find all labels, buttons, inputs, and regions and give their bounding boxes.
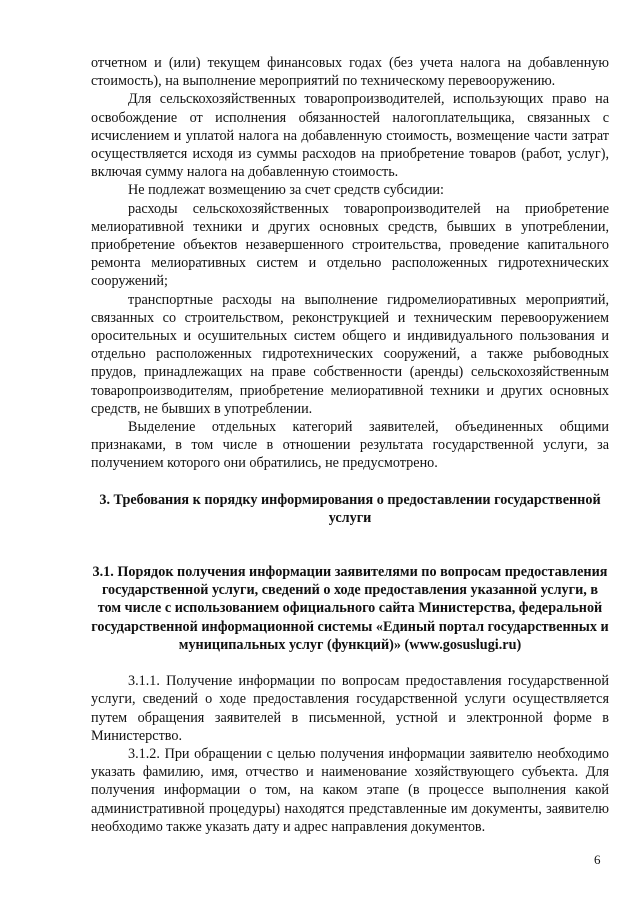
section-3-heading: 3. Требования к порядку информирования о предоставлении государственной услуги bbox=[99, 491, 601, 526]
paragraph-continuation: отчетном и (или) текущем финансовых годах (без учета налога на добавленную стоимость), на выполнение мероприятий по техническому перевооружению. bbox=[91, 55, 609, 90]
paragraph-applicant-categories: Выделение отдельных категорий заявителей, объединенных общими признаками, в том числе в отношении результата государственной услуги, за получением которого они обратились, не предусмотрено. bbox=[91, 419, 609, 472]
spacer bbox=[91, 654, 609, 672]
document-page bbox=[91, 54, 609, 836]
paragraph-transport-expenses: транспортные расходы на выполнение гидромелиоративных мероприятий, связанных со строительством, реконструкцией и техническим перевооружением оросительных и осушительных систем общего и индивидуального пользования и отдельно расположенных гидротехнических сооружений, а также рыбоводных прудов, принадлежащих на праве собственности (аренды) сельскохозяйственным товаропроизводителям, приобретение мелиоративной техники и других основных средств, не бывших в употреблении. bbox=[91, 291, 609, 417]
page-number: 6 bbox=[594, 852, 601, 867]
paragraph-expenses-used-equipment: расходы сельскохозяйственных товаропроизводителей на приобретение мелиоративной техники и других основных средств, бывших в употреблении, приобретение объектов незавершенного строительства, проведение капитального ремонта мелиоративных систем и отдельно расположенных гидротехнических сооружений; bbox=[91, 200, 609, 290]
section-3-1-heading: 3.1. Порядок получения информации заявителями по вопросам предоставления государственной услуги, сведений о ходе предоставления указанной услуги, в том числе с использованием официального сайта Министерства, федеральной государственной информационной системы «Единый портал государственных и муниципальных услуг (функций)» (www.gosuslugi.ru) bbox=[91, 564, 609, 653]
paragraph-not-reimbursed: Не подлежат возмещению за счет средств субсидии: bbox=[128, 182, 444, 199]
paragraph-3-1-2: 3.1.2. При обращении с целью получения информации заявителю необходимо указать фамилию, имя, отчество и наименование хозяйствующего субъекта. Для получения информации о том, на каком этапе (в процессе выполнения какой административной процедуры) находятся представленные им документы, заявителю необходимо также указать дату и адрес направления документов. bbox=[91, 745, 609, 835]
paragraph-vat-exempt: Для сельскохозяйственных товаропроизводителей, использующих право на освобождение от исполнения обязанностей налогоплательщика, связанных с исчислением и уплатой налога на добавленную стоимость, возмещение части затрат осуществляется исходя из суммы расходов на приобретение товаров (работ, услуг), включая сумму налога на добавленную стоимость. bbox=[91, 91, 609, 181]
paragraph-3-1-1: 3.1.1. Получение информации по вопросам предоставления государственной услуги, сведений о ходе предоставления государственной услуги осуществляется путем обращения заявителей в письменной, устной и электронной форме в Министерство. bbox=[91, 673, 609, 744]
